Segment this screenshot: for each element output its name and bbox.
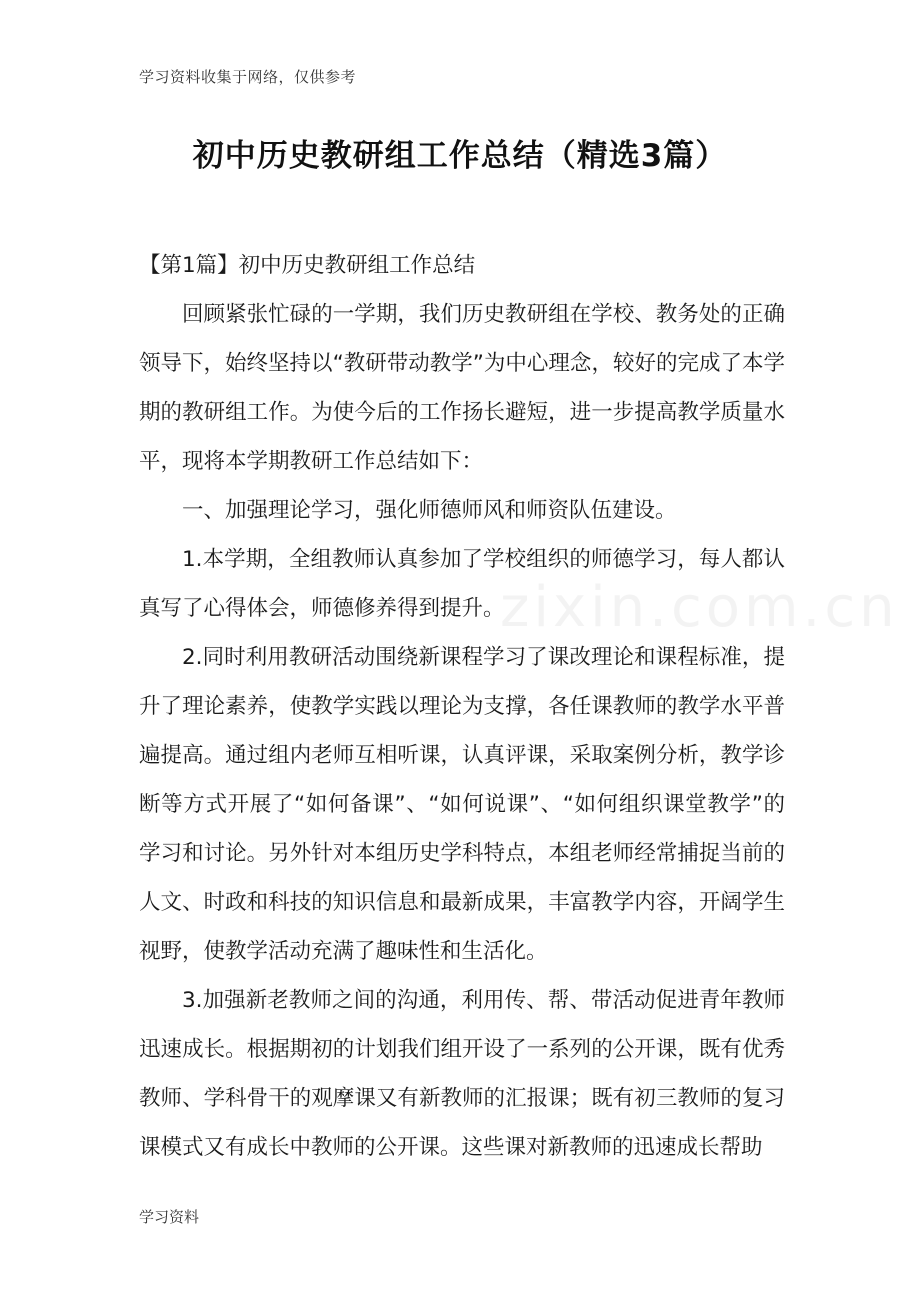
intro-paragraph: 回顾紧张忙碌的一学期，我们历史教研组在学校、教务处的正确领导下，始终坚持以“教研带动教学”为中心理念，较好的完成了本学期的教研组工作。为使今后的工作扬长避短，进一步提高教学质量水平，现将本学期教研工作总结如下： — [139, 302, 785, 474]
point-3-paragraph: 3.加强新老教师之间的沟通，利用传、帮、带活动促进青年教师迅速成长。根据期初的计划我们组开设了一系列的公开课，既有优秀教师、学科骨干的观摩课又有新教师的汇报课；既有初三教师的复习课模式又有成长中教师的公开课。这些课对新教师的迅速成长帮助 — [139, 988, 785, 1160]
section-heading: 【第1篇】初中历史教研组工作总结 — [139, 253, 476, 278]
document-title: 初中历史教研组工作总结（精选3篇） — [192, 138, 728, 174]
point-2-paragraph: 2.同时利用教研活动围绕新课程学习了课改理论和课程标准，提升了理论素养，使教学实践以理论为支撑，各任课教师的教学水平普遍提高。通过组内老师互相听课，认真评课，采取案例分析，教学诊断等方式开展了“如何备课”、“如何说课”、“如何组织课堂教学”的学习和讨论。另外针对本组历史学科特点，本组老师经常捕捉当前的人文、时政和科技的知识信息和最新成果，丰富教学内容，开阔学生视野，使教学活动充满了趣味性和生活化。 — [139, 645, 785, 964]
document-body — [139, 241, 785, 1172]
point-heading: 一、加强理论学习，强化师德师风和师资队伍建设。 — [182, 498, 677, 523]
watermark: zixin.com.cn — [500, 575, 899, 640]
point-1-paragraph: 1.本学期，全组教师认真参加了学校组织的师德学习，每人都认真写了心得体会，师德修养得到提升。 — [139, 547, 785, 621]
footer-note: 学习资料 — [139, 1208, 200, 1226]
header-note: 学习资料收集于网络，仅供参考 — [139, 68, 357, 86]
